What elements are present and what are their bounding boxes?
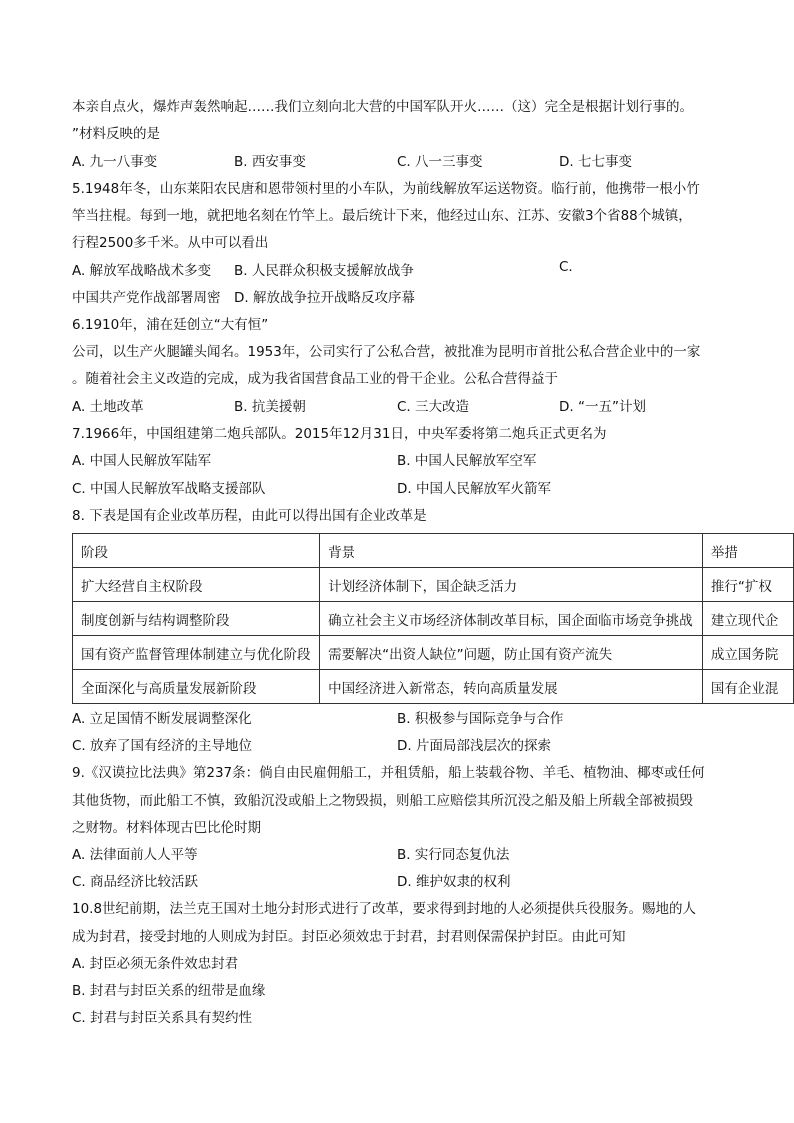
table-cell: 推行“扩权 (702, 568, 793, 602)
q7-option-c: C. 中国人民解放军战略支援部队 (72, 481, 266, 497)
table-cell: 制度创新与结构调整阶段 (73, 602, 320, 636)
q4-option-c: C. 八一三事变 (397, 154, 483, 170)
q4-line-2: ”材料反映的是 (72, 126, 160, 142)
q7-option-d: D. 中国人民解放军火箭军 (397, 481, 551, 497)
table-cell: 确立社会主义市场经济体制改革目标，国企面临市场竞争挑战 (320, 602, 703, 636)
q8-option-a: A. 立足国情不断发展调整深化 (72, 711, 252, 727)
q6-option-c: C. 三大改造 (397, 399, 470, 415)
q8-option-d: D. 片面局部浅层次的探索 (397, 738, 551, 754)
q6-line-1: 6.1910年，浦在廷创立“大有恒” (72, 317, 269, 333)
q9-option-a: A. 法律面前人人平等 (72, 847, 198, 863)
q9-line-3: 之财物。材料体现古巴比伦时期 (72, 820, 261, 836)
q5-option-b: B. 人民群众积极支援解放战争 (234, 263, 414, 279)
table-header-row (73, 534, 794, 568)
table-cell: 建立现代企 (702, 602, 793, 636)
table-header-cell: 举措 (702, 534, 793, 568)
table-cell: 国有企业混 (702, 670, 793, 704)
q6-option-d: D. “一五”计划 (559, 399, 646, 415)
table-cell: 需要解决“出资人缺位”问题，防止国有资产流失 (320, 636, 703, 670)
table-cell: 全面深化与高质量发展新阶段 (73, 670, 320, 704)
q4-option-b: B. 西安事变 (234, 154, 306, 170)
q10-option-c: C. 封君与封臣关系具有契约性 (72, 1010, 253, 1026)
table-row (73, 568, 794, 602)
table-header-cell: 阶段 (73, 534, 320, 568)
table-header-cell: 背景 (320, 534, 703, 568)
q9-line-1: 9.《汉谟拉比法典》第237条：倘自由民雇佣船工，并租赁船，船上装载谷物、羊毛、植物油、椰枣或任何 (72, 765, 705, 781)
table-row (73, 670, 794, 704)
table-cell: 成立国务院 (702, 636, 793, 670)
q7-line-1: 7.1966年，中国组建第二炮兵部队。2015年12月31日，中央军委将第二炮兵正式更名为 (72, 426, 607, 442)
q8-line-1: 8. 下表是国有企业改革历程，由此可以得出国有企业改革是 (72, 508, 427, 524)
reform-table-clip (0, 520, 794, 710)
q10-option-b: B. 封君与封臣关系的纽带是血缘 (72, 983, 266, 999)
q6-option-a: A. 土地改革 (72, 399, 144, 415)
q4-option-d: D. 七七事变 (559, 154, 632, 170)
table-cell: 中国经济进入新常态，转向高质量发展 (320, 670, 703, 704)
q5-option-c-text: 中国共产党作战部署周密 (72, 290, 221, 306)
table-cell: 国有资产监督管理体制建立与优化阶段 (73, 636, 320, 670)
q5-option-a: A. 解放军战略战术多变 (72, 263, 212, 279)
q9-line-2: 其他货物，而此船工不慎，致船沉没或船上之物毁损，则船工应赔偿其所沉没之船及船上所载全部被损毁 (72, 793, 693, 809)
q5-option-c-label: C. (559, 259, 573, 275)
table-cell: 计划经济体制下，国企缺乏活力 (320, 568, 703, 602)
q6-line-3: 。随着社会主义改造的完成，成为我省国营食品工业的骨干企业。公私合营得益于 (72, 371, 558, 387)
q9-option-b: B. 实行同态复仇法 (397, 847, 510, 863)
reform-table (72, 533, 794, 704)
q9-option-c: C. 商品经济比较活跃 (72, 874, 199, 890)
q5-option-d: D. 解放战争拉开战略反攻序幕 (234, 290, 415, 306)
q7-option-a: A. 中国人民解放军陆军 (72, 453, 212, 469)
q5-line-1: 5.1948年冬，山东莱阳农民唐和恩带领村里的小车队，为前线解放军运送物资。临行前，他携带一根小竹 (72, 181, 700, 197)
q4-line-1: 本亲自点火，爆炸声轰然响起……我们立刻向北大营的中国军队开火……（这）完全是根据计划行事的。 (72, 99, 693, 115)
q8-option-c: C. 放弃了国有经济的主导地位 (72, 738, 253, 754)
q5-line-2: 竿当拄棍。每到一地，就把地名刻在竹竿上。最后统计下来，他经过山东、江苏、安徽3个省88个城镇， (72, 208, 692, 224)
q6-option-b: B. 抗美援朝 (234, 399, 306, 415)
q9-option-d: D. 维护奴隶的权利 (397, 874, 511, 890)
table-row (73, 636, 794, 670)
q7-option-b: B. 中国人民解放军空军 (397, 453, 537, 469)
q6-line-2: 公司，以生产火腿罐头闻名。1953年，公司实行了公私合营，被批准为昆明市首批公私合营企业中的一家 (72, 344, 701, 360)
q4-option-a: A. 九一八事变 (72, 154, 158, 170)
q10-line-2: 成为封君，接受封地的人则成为封臣。封臣必须效忠于封君，封君则保需保护封臣。由此可知 (72, 929, 626, 945)
q8-option-b: B. 积极参与国际竞争与合作 (397, 711, 564, 727)
table-cell: 扩大经营自主权阶段 (73, 568, 320, 602)
q5-line-3: 行程2500多千米。从中可以看出 (72, 235, 269, 251)
q10-option-a: A. 封臣必须无条件效忠封君 (72, 956, 239, 972)
q10-line-1: 10.8世纪前期，法兰克王国对土地分封形式进行了改革，要求得到封地的人必须提供兵役服务。赐地的人 (72, 901, 697, 917)
table-row (73, 602, 794, 636)
